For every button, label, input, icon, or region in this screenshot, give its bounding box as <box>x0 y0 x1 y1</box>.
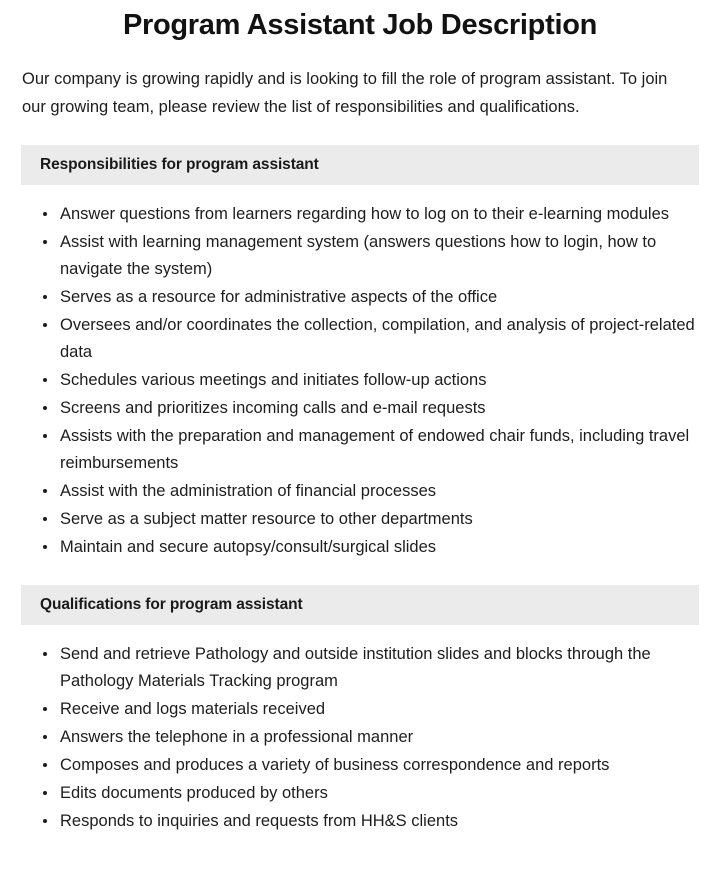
bullet-icon <box>43 545 47 549</box>
bullet-icon <box>43 489 47 493</box>
list-item <box>22 808 698 835</box>
bullet-icon <box>43 735 47 739</box>
list-item <box>22 534 698 561</box>
bullet-list <box>0 185 720 561</box>
list-item-text: Assist with the administration of financial processes <box>60 482 437 500</box>
bullet-icon <box>43 323 47 327</box>
sections-container <box>0 145 720 835</box>
bullet-icon <box>43 240 47 244</box>
list-item-text: Screens and prioritizes incoming calls and e-mail requests <box>60 399 486 417</box>
list-item-text: Answers the telephone in a professional manner <box>60 728 414 746</box>
list-item-text: Answer questions from learners regarding how to log on to their e-learning modules <box>60 205 669 223</box>
bullet-icon <box>43 212 47 216</box>
list-item-text: Composes and produces a variety of business correspondence and reports <box>60 756 610 774</box>
list-item-text: Maintain and secure autopsy/consult/surgical slides <box>60 538 437 556</box>
list-item-text: Send and retrieve Pathology and outside institution slides and blocks through the Pathology Materials Tracking program <box>60 645 651 690</box>
list-item-text: Schedules various meetings and initiates follow-up actions <box>60 371 487 389</box>
list-item <box>22 201 698 228</box>
list-item-text: Assist with learning management system (answers questions how to login, how to navigate the system) <box>60 233 657 278</box>
list-item <box>22 284 698 311</box>
list-item-text: Responds to inquiries and requests from HH&S clients <box>60 812 459 830</box>
list-item-text: Serve as a subject matter resource to other departments <box>60 510 473 528</box>
list-item <box>22 367 698 394</box>
bullet-list <box>0 625 720 835</box>
list-item-text: Serves as a resource for administrative aspects of the office <box>60 288 498 306</box>
section <box>0 585 720 835</box>
list-item-text: Edits documents produced by others <box>60 784 328 802</box>
bullet-icon <box>43 652 47 656</box>
bullet-icon <box>43 517 47 521</box>
list-item <box>22 312 698 366</box>
list-item-text: Assists with the preparation and management of endowed chair funds, including travel reimbursements <box>60 427 690 472</box>
list-item <box>22 696 698 723</box>
section-heading-label: Qualifications for program assistant <box>40 596 303 613</box>
list-item <box>22 780 698 807</box>
list-item <box>22 752 698 779</box>
bullet-icon <box>43 434 47 438</box>
list-item <box>22 478 698 505</box>
section <box>0 145 720 561</box>
list-item <box>22 724 698 751</box>
section-header <box>21 145 699 185</box>
bullet-icon <box>43 378 47 382</box>
bullet-icon <box>43 763 47 767</box>
bullet-icon <box>43 791 47 795</box>
bullet-icon <box>43 406 47 410</box>
bullet-icon <box>43 819 47 823</box>
list-item <box>22 229 698 283</box>
list-item-text: Receive and logs materials received <box>60 700 326 718</box>
list-item <box>22 506 698 533</box>
list-item <box>22 423 698 477</box>
section-heading-label: Responsibilities for program assistant <box>40 156 319 173</box>
list-item <box>22 641 698 695</box>
section-header <box>21 585 699 625</box>
intro-paragraph: Our company is growing rapidly and is looking to fill the role of program assistant. To join our growing team, please review the list of responsibilities and qualifications. <box>22 70 668 116</box>
list-item <box>22 395 698 422</box>
list-item-text: Oversees and/or coordinates the collection, compilation, and analysis of project-related data <box>60 316 695 361</box>
bullet-icon <box>43 295 47 299</box>
bullet-icon <box>43 707 47 711</box>
page-title: Program Assistant Job Description <box>122 9 598 41</box>
bottom-spacer <box>0 836 720 866</box>
